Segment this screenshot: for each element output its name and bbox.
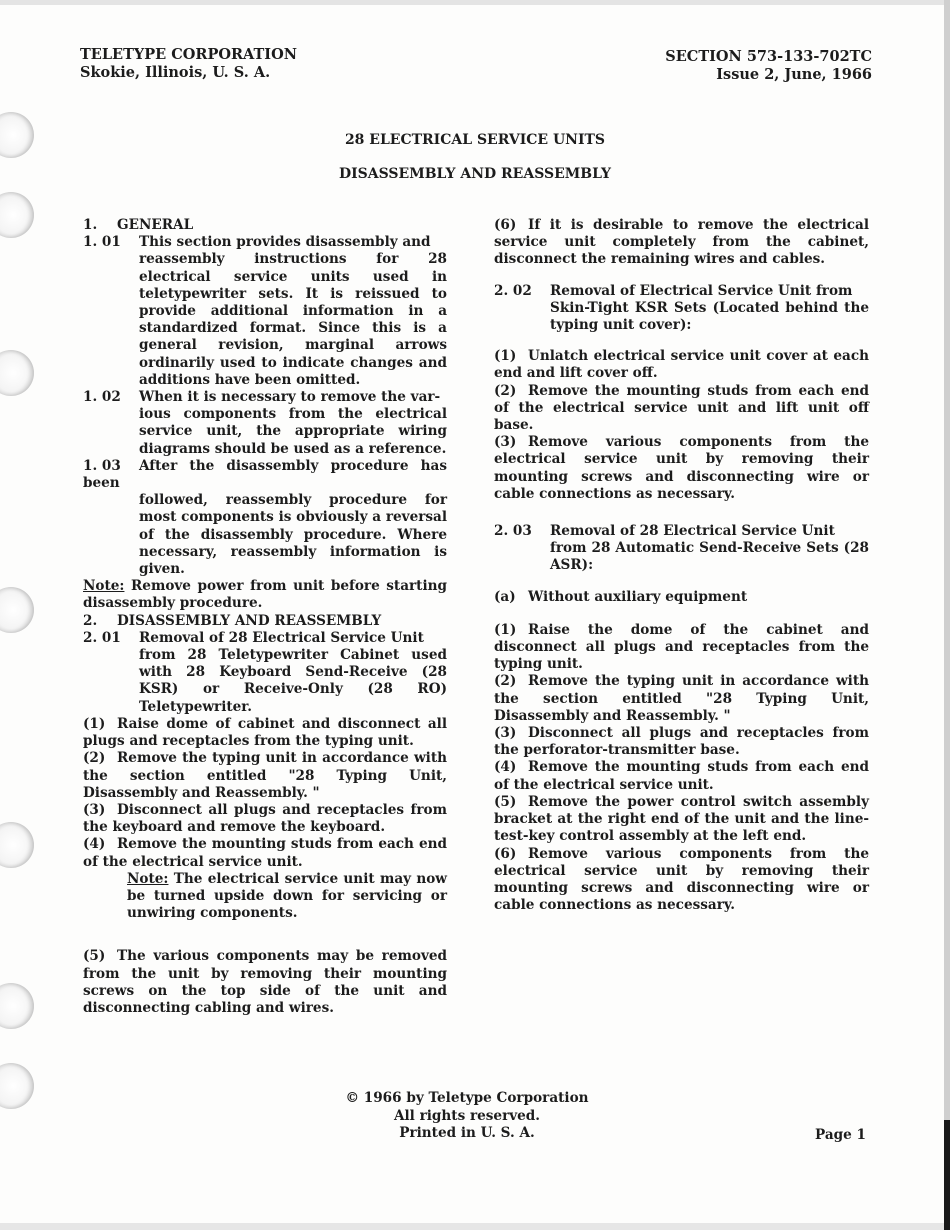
paragraph-2-03: 2. 03 Removal of 28 Electrical Service Unit from 28 Automatic Send-Receive Sets (28 ASR): bbox=[494, 523, 869, 574]
paragraph-1-01: 1. 01 This section provides disassembly and reassembly instructions for 28 electrical service units used in teletypewriter sets. It is reissued to provide additional information in a standardized format. Since this is a general revision, marginal arrows ordinarily used to indicate changes and additions have been omitted. bbox=[83, 234, 447, 388]
note-remove-power: Note: Remove power from unit before starting disassembly procedure. bbox=[83, 578, 447, 612]
paragraph-2-01: 2. 01 Removal of 28 Electrical Service Unit from 28 Teletypewriter Cabinet used with 28 Keyboard Send-Receive (28 KSR) or Receive-Only (28 RO) Teletypewriter. bbox=[83, 629, 447, 715]
section-heading-disassembly: 2. DISASSEMBLY AND REASSEMBLY bbox=[83, 612, 382, 629]
document-title: 28 ELECTRICAL SERVICE UNITS bbox=[344, 132, 606, 148]
page-number: Page 1 bbox=[815, 1127, 867, 1143]
step-2-01-6: (6) If it is desirable to remove the electrical service unit completely from the cabinet, disconnect the remaining wires and cables. bbox=[494, 217, 869, 268]
company-name: TELETYPE CORPORATION bbox=[80, 46, 297, 63]
step-2-03-a-4: (4) Remove the mounting studs from each end of the electrical service unit. bbox=[494, 759, 869, 793]
step-2-02-3: (3) Remove various components from the electrical service unit by removing their mounting screws and disconnecting wire or cable connections as necessary. bbox=[494, 434, 869, 502]
step-2-01-5: (5) The various components may be removed from the unit by removing their mounting screws on the top side of the unit and disconnecting cabling and wires. bbox=[83, 948, 447, 1016]
scan-edge-right bbox=[944, 0, 950, 1230]
step-2-03-a-1: (1) Raise the dome of the cabinet and disconnect all plugs and receptacles from the typing unit. bbox=[494, 621, 869, 673]
note-upside-down: Note: The electrical service unit may now be turned upside down for servicing or unwiring components. bbox=[127, 870, 448, 922]
step-2-01-3: (3) Disconnect all plugs and receptacles from the keyboard and remove the keyboard. bbox=[83, 801, 447, 836]
step-2-01-1: (1) Raise dome of cabinet and disconnect all plugs and receptacles from the typing unit. bbox=[83, 715, 447, 750]
punch-hole-5 bbox=[0, 822, 34, 868]
company-location: Skokie, Illinois, U. S. A. bbox=[80, 64, 271, 81]
rights-line: All rights reserved. bbox=[393, 1107, 541, 1124]
document-subtitle: DISASSEMBLY AND REASSEMBLY bbox=[338, 166, 612, 182]
punch-hole-6 bbox=[0, 983, 34, 1029]
step-2-02-2: (2) Remove the mounting studs from each end of the electrical service unit and lift unit off base. bbox=[494, 382, 869, 434]
step-2-03-a-5: (5) Remove the power control switch assembly bracket at the right end of the unit and the line-test-key control assembly at the left end. bbox=[494, 793, 869, 845]
paragraph-1-02: 1. 02 When it is necessary to remove the var- ious components from the electrical service unit, the appropriate wiring diagrams should be used as a reference. bbox=[83, 389, 447, 457]
scan-edge-bottom bbox=[0, 1223, 950, 1230]
step-2-02-1: (1) Unlatch electrical service unit cover at each end and lift cover off. bbox=[494, 348, 869, 382]
issue-date: Issue 2, June, 1966 bbox=[716, 66, 872, 83]
punch-hole-3 bbox=[0, 350, 34, 396]
left-column bbox=[83, 217, 447, 1017]
step-2-03-a-6: (6) Remove various components from the electrical service unit by removing their mounting screws and disconnecting wire or cable connections as necessary. bbox=[494, 845, 869, 914]
paragraph-2-02: 2. 02 Removal of Electrical Service Unit from Skin-Tight KSR Sets (Located behind the typing unit cover): bbox=[494, 282, 869, 334]
step-2-01-4: (4) Remove the mounting studs from each end of the electrical service unit. bbox=[83, 836, 447, 870]
section-heading-general: 1. GENERAL bbox=[83, 217, 194, 233]
section-number: SECTION 573-133-702TC bbox=[665, 48, 872, 65]
subsection-a: (a) Without auxiliary equipment bbox=[494, 588, 748, 605]
scan-edge-shadow bbox=[944, 1120, 950, 1230]
right-column bbox=[494, 217, 869, 914]
footer-block bbox=[317, 1090, 617, 1143]
punch-hole-7 bbox=[0, 1063, 34, 1109]
punch-hole-4 bbox=[0, 587, 34, 633]
copyright-line: © 1966 by Teletype Corporation bbox=[345, 1090, 589, 1106]
step-2-03-a-2: (2) Remove the typing unit in accordance with the section entitled "28 Typing Unit, Disassembly and Reassembly. " bbox=[494, 673, 869, 724]
step-2-01-2: (2) Remove the typing unit in accordance with the section entitled "28 Typing Unit, Disassembly and Reassembly. " bbox=[83, 750, 447, 801]
paragraph-1-03: 1. 03 After the disassembly procedure has been followed, reassembly procedure for most components is obviously a reversal of the disassembly procedure. Where necessary, reassembly information is given. bbox=[83, 457, 447, 578]
printed-line: Printed in U. S. A. bbox=[399, 1125, 535, 1141]
punch-hole-2 bbox=[0, 192, 34, 238]
scan-edge-top bbox=[0, 0, 950, 5]
step-2-03-a-3: (3) Disconnect all plugs and receptacles from the perforator-transmitter base. bbox=[494, 725, 869, 759]
